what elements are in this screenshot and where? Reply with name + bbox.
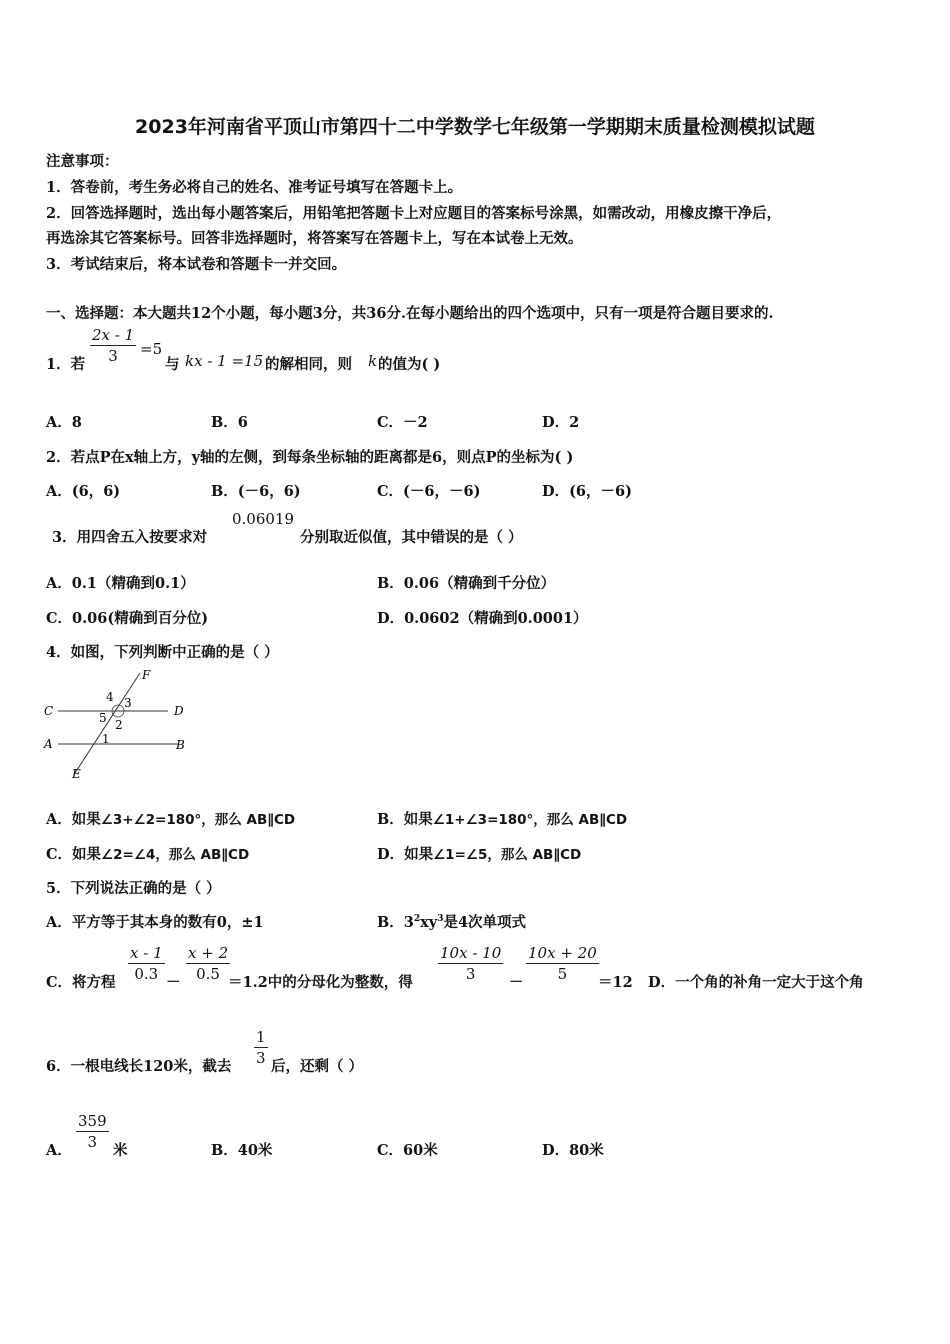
q6-fraction-numerator: 1 [256,1028,266,1046]
q6-option-a-unit: 米 [113,1142,128,1159]
q5-option-b-var: xy [420,914,438,931]
q6-prefix: 6．一根电线长120米，截去 [46,1058,232,1075]
q1-prefix: 1．若 [46,356,86,373]
q5-fraction-1 [128,944,165,983]
q4-option-d[interactable] [377,843,581,864]
q4-option-c[interactable] [46,843,249,864]
q5-fraction-4 [526,944,599,983]
q6-option-b[interactable]: B．40米 [211,1142,273,1159]
notice-heading: 注意事项： [46,153,119,170]
q5-minus-1: － [166,974,181,991]
q4-option-c-statement: ∠2=∠4，那么 AB∥CD [101,847,250,863]
q6-option-a-label[interactable]: A． [46,1142,72,1159]
q1-fraction-numerator: 2x - 1 [92,326,135,344]
q4-option-c-prefix: C．如果 [46,846,102,863]
page-title: 2023年河南省平顶山市第四十二中学数学七年级第一学期期末质量检测模拟试题 [135,116,815,138]
q5-option-c-prefix[interactable]: C．将方程 [46,974,116,991]
q3-option-b[interactable]: B．0.06（精确到千分位） [377,575,556,592]
q5-fraction-4-numerator: 10x + 20 [528,944,597,962]
q1-fraction [90,326,136,365]
q6-option-c[interactable]: C．60米 [377,1142,438,1159]
label-c: C [44,704,54,718]
q3-prefix: 3．用四舍五入按要求对 [52,529,208,546]
q3-number: 0.06019 [232,510,295,528]
line-ef [75,673,140,773]
q1-equals: =5 [140,340,163,358]
notice-item-1: 1．答卷前，考生务必将自己的姓名、准考证号填写在答题卡上。 [46,179,463,196]
notice-item-2-line-2: 再选涂其它答案标号。回答非选择题时，将答案写在答题卡上，写在本试卷上无效。 [46,230,583,247]
label-angle-5: 5 [99,711,107,725]
q2-option-c[interactable]: C．(－6，－6) [377,483,481,500]
q4-option-d-prefix: D．如果 [377,846,434,863]
label-a: A [44,737,53,751]
q6-option-a-numerator: 359 [78,1112,107,1130]
notice-item-2-line-1: 2．回答选择题时，选出每小题答案后，用铅笔把答题卡上对应题目的答案标号涂黑，如需改动，用橡皮擦干净后， [46,205,782,222]
q5-option-b-prefix: B．3 [377,914,414,931]
q4-option-b-statement: ∠1+∠3=180°，那么 AB∥CD [432,812,628,828]
q4-figure [40,665,200,785]
label-e: E [72,767,81,781]
q2-option-a[interactable]: A．(6，6) [46,483,121,500]
q3-option-d[interactable]: D．0.0602（精确到0.0001） [377,610,588,627]
q5-option-b-suffix: 是4次单项式 [443,914,527,931]
notice-item-3: 3．考试结束后，将本试卷和答题卡一并交回。 [46,256,347,273]
q4-option-d-statement: ∠1=∠5，那么 AB∥CD [433,847,582,863]
q4-text: 4．如图，下列判断中正确的是（ ） [46,644,279,661]
label-angle-2: 2 [115,718,123,732]
q6-option-a-denominator: 3 [87,1133,98,1151]
q2-option-b[interactable]: B．(－6，6) [211,483,301,500]
q5-fraction-1-denominator: 0.3 [134,965,159,983]
q5-text: 5．下列说法正确的是（ ） [46,880,221,897]
label-angle-4: 4 [106,690,114,704]
q1-suffix: 的解相同，则 [265,356,352,373]
section-heading: 一、选择题：本大题共12个小题，每小题3分，共36分.在每小题给出的四个选项中，只有一项是符合题目要求的. [46,305,774,322]
q5-fraction-2-denominator: 0.5 [196,965,220,983]
q1-mid: 与 [165,356,180,373]
q4-option-a[interactable] [46,808,295,829]
label-angle-1: 1 [102,732,110,746]
q4-option-a-prefix: A．如果 [46,811,101,828]
q5-fraction-2 [186,944,230,983]
q5-fraction-3 [438,944,503,983]
q5-option-b[interactable] [377,911,526,932]
q3-option-c[interactable]: C．0.06(精确到百分位) [46,610,209,627]
label-d: D [174,704,184,718]
q3-suffix: 分别取近似值，其中错误的是（ ） [300,529,523,546]
q5-option-c-end: ＝12 [598,974,633,991]
q6-suffix: 后，还剩（ ） [271,1058,364,1075]
q1-option-a[interactable]: A．8 [46,414,82,431]
q5-fraction-4-denominator: 5 [557,965,568,983]
q1-variable: k [368,352,378,370]
q4-option-a-statement: ∠3+∠2=180°，那么 AB∥CD [100,812,296,828]
q2-option-d[interactable]: D．(6，－6) [542,483,632,500]
q5-option-a[interactable]: A．平方等于其本身的数有0，±1 [46,914,264,931]
q5-minus-2: － [509,974,524,991]
q5-fraction-3-denominator: 3 [465,965,476,983]
q1-end: 的值为( ) [378,356,441,373]
q4-option-b[interactable] [377,808,627,829]
q4-option-b-prefix: B．如果 [377,811,433,828]
q5-option-b-exp-1: 2 [413,914,421,925]
q1-option-d[interactable]: D．2 [542,414,580,431]
label-f: F [142,668,151,682]
q5-fraction-1-numerator: x - 1 [130,944,163,962]
q5-option-d[interactable]: D．一个角的补角一定大于这个角 [648,974,864,991]
q6-fraction-denominator: 3 [256,1049,266,1067]
q5-fraction-3-numerator: 10x - 10 [440,944,502,962]
q6-fraction [254,1028,268,1067]
q1-equation-2: kx - 1 =15 [185,352,264,370]
q1-option-c[interactable]: C．－2 [377,414,428,431]
q6-option-a-fraction [76,1112,109,1151]
q3-option-a[interactable]: A．0.1（精确到0.1） [46,575,195,592]
q1-fraction-denominator: 3 [108,347,118,365]
q1-option-b[interactable]: B．6 [211,414,248,431]
q2-text: 2．若点P在x轴上方，y轴的左侧，到每条坐标轴的距离都是6，则点P的坐标为( ) [46,449,574,466]
q5-fraction-2-numerator: x + 2 [188,944,229,962]
q6-option-d[interactable]: D．80米 [542,1142,604,1159]
q5-option-c-mid: ＝1.2中的分母化为整数，得 [228,974,413,991]
label-angle-3: 3 [124,696,132,710]
q5-option-b-exp-2: 3 [437,914,444,925]
label-b: B [176,738,185,752]
